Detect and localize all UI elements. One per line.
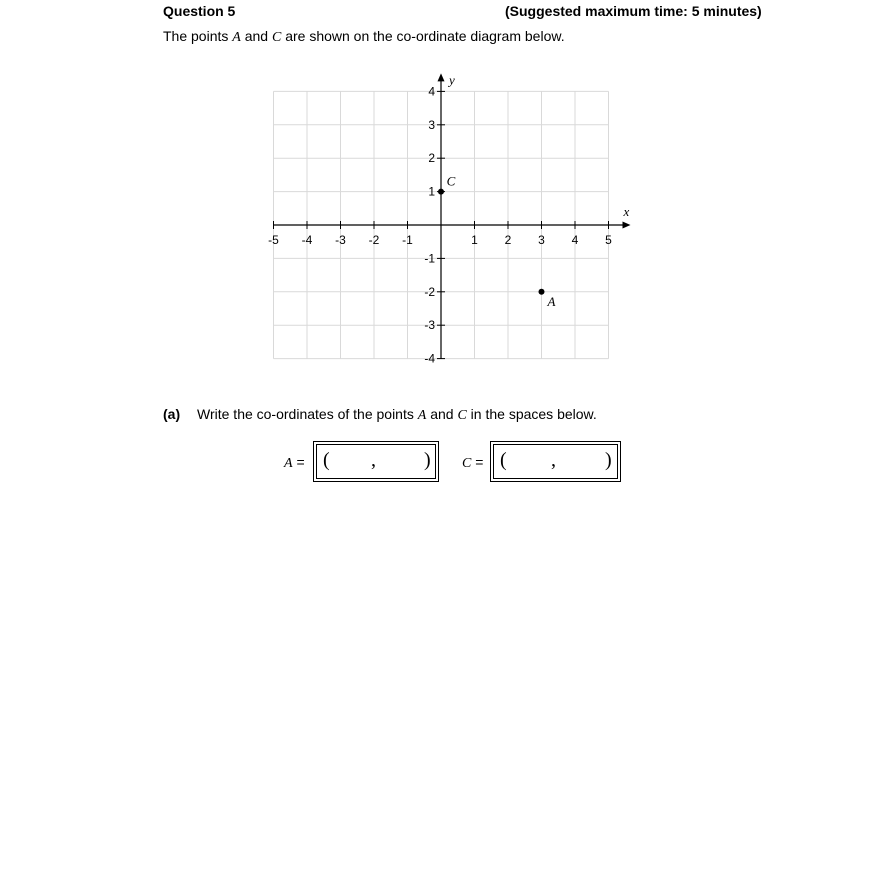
point-c-marker [438, 189, 444, 195]
intro-point-c: C [271, 30, 282, 45]
part-a-text-suffix: in the spaces below. [466, 406, 597, 422]
answer-c-box[interactable] [490, 441, 621, 482]
y-tick-label: -1 [424, 251, 435, 266]
answer-c-equals: = [475, 454, 484, 470]
intro-text-middle: and [240, 28, 272, 44]
question-title: Question 5 [163, 3, 236, 19]
y-tick-label: -3 [424, 318, 435, 333]
part-a-text-prefix: Write the co-ordinates of the points [197, 406, 418, 422]
part-a-text-middle: and [426, 406, 458, 422]
x-tick-label: 1 [471, 233, 478, 247]
y-tick-label: 3 [428, 117, 435, 132]
answer-a-name: A [284, 456, 293, 471]
point-a-label: A [547, 293, 556, 309]
y-axis-arrow [438, 73, 445, 81]
answer-a-comma: , [371, 449, 376, 471]
answer-a-label [284, 454, 305, 472]
x-tick-label: -4 [301, 233, 313, 247]
answer-a-box[interactable] [313, 441, 439, 482]
x-tick-label: 4 [571, 233, 579, 247]
x-tick-label: 2 [504, 233, 512, 247]
y-tick-label: 1 [428, 184, 435, 199]
intro-text-suffix: are shown on the co-ordinate diagram below. [281, 28, 565, 44]
part-a-instruction [197, 406, 597, 424]
answer-c-open-paren: ( [500, 449, 507, 471]
answer-a-close-paren: ) [424, 449, 431, 471]
y-tick-label: -4 [424, 351, 435, 366]
x-axis-arrow [623, 222, 631, 229]
answer-c-close-paren: ) [605, 449, 612, 471]
x-tick-label: -2 [368, 233, 380, 247]
point-a-marker [539, 289, 545, 295]
answer-a-inner-border [316, 444, 436, 479]
x-tick-label: 3 [538, 233, 545, 247]
suggested-time: (Suggested maximum time: 5 minutes) [505, 3, 762, 19]
y-axis-label: y [449, 72, 455, 88]
part-a-label: (a) [163, 406, 181, 422]
x-axis-label: x [623, 204, 630, 219]
x-tick-label: -5 [268, 233, 279, 247]
answer-c-comma: , [551, 449, 556, 471]
x-tick-label: -1 [402, 233, 413, 247]
intro-text-prefix: The points [163, 28, 233, 44]
answer-a-equals: = [296, 454, 305, 470]
part-a-point-c: C [457, 408, 467, 423]
x-tick-label: -3 [335, 233, 346, 247]
answer-a-open-paren: ( [323, 449, 330, 471]
x-tick-label: 5 [605, 233, 612, 247]
part-a-point-a: A [417, 408, 427, 423]
intro-point-a: A [232, 30, 241, 45]
answer-c-name: C [462, 456, 472, 471]
y-tick-label: 4 [428, 84, 435, 99]
axes [274, 72, 631, 358]
point-c-label: C [446, 173, 456, 189]
y-tick-label: 2 [428, 151, 435, 166]
y-tick-label: -2 [424, 284, 435, 299]
answer-c-label [462, 454, 483, 472]
